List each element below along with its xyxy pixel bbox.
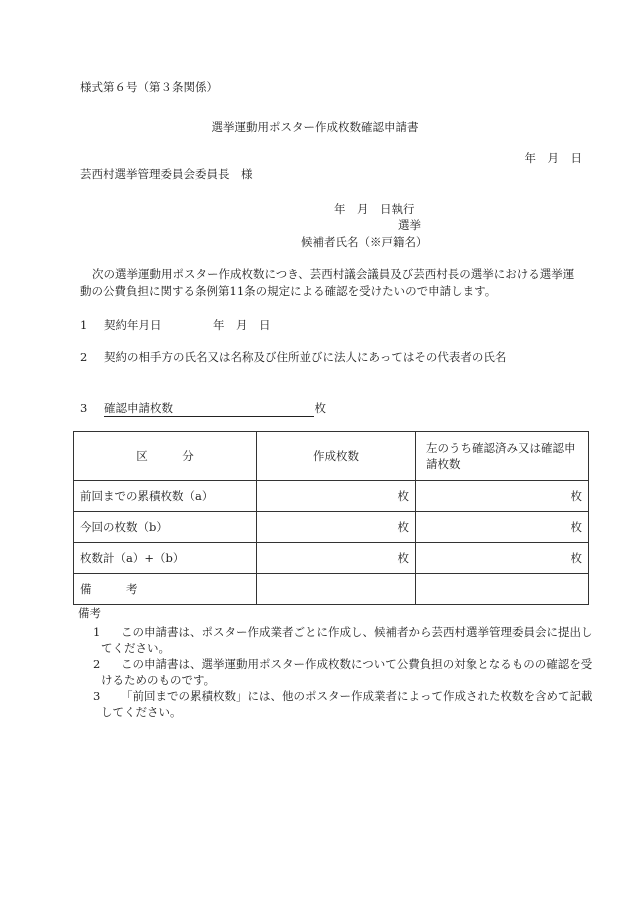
item1-date: 年 月 日	[213, 318, 271, 332]
row-label: 今回の枚数（b）	[74, 512, 257, 543]
item2-label: 契約の相手方の氏名又は名称及び住所並びに法人にあってはその代表者の氏名	[104, 350, 507, 364]
row-label: 前回までの累積枚数（a）	[74, 481, 257, 512]
row-produced-cell[interactable]: 枚	[257, 512, 416, 543]
candidate-name-label: 候補者氏名（※戸籍名）	[301, 235, 428, 249]
item3-field	[104, 401, 326, 417]
table-row	[74, 574, 589, 605]
remark-note-2	[81, 656, 601, 688]
table-row	[74, 512, 589, 543]
table-header-confirmed: 左のうち確認済み又は確認申請枚数	[416, 432, 589, 481]
document-title: 選挙運動用ポスター作成枚数確認申請書	[211, 120, 419, 134]
remark-2-number: 2	[93, 657, 101, 671]
row-confirmed-cell[interactable]: 枚	[416, 481, 589, 512]
row-confirmed-cell[interactable]: 枚	[416, 512, 589, 543]
table-header-row	[74, 432, 589, 481]
body-paragraph: 次の選挙運動用ポスター作成枚数につき、芸西村議会議員及び芸西村長の選挙における選挙運動の公費負担に関する条例第11条の規定による確認を受けたいので申請します。	[80, 267, 575, 298]
item3-unit: 枚	[314, 401, 326, 415]
row-produced-cell[interactable]: 枚	[257, 543, 416, 574]
table-header-produced: 作成枚数	[257, 432, 416, 481]
remark-note-1	[81, 624, 601, 656]
row-label-remarks: 備 考	[74, 574, 257, 605]
remark-1-text: この申請書は、ポスター作成業者ごとに作成し、候補者から芸西村選挙管理委員会に提出してください。	[101, 625, 593, 655]
row-produced-cell[interactable]: 枚	[257, 481, 416, 512]
form-number: 様式第６号（第３条関係）	[80, 80, 218, 94]
election-name: 選挙	[398, 218, 421, 232]
item3-number: 3	[80, 401, 88, 415]
row-remarks-cell-2[interactable]	[416, 574, 589, 605]
item1-number: 1	[80, 318, 88, 332]
item2-number: 2	[80, 350, 88, 364]
row-remarks-cell[interactable]	[257, 574, 416, 605]
remark-3-number: 3	[93, 689, 101, 703]
remark-note-3	[81, 688, 601, 720]
table-row	[74, 481, 589, 512]
remarks-heading: 備考	[78, 606, 101, 620]
item1-label: 契約年月日	[104, 318, 162, 332]
row-confirmed-cell[interactable]: 枚	[416, 543, 589, 574]
remark-1-number: 1	[93, 625, 101, 639]
table-header-category: 区 分	[74, 432, 257, 481]
row-label: 枚数計（a）+（b）	[74, 543, 257, 574]
poster-count-table	[73, 431, 589, 605]
remark-3-text: 「前回までの累積枚数」には、他のポスター作成業者によって作成された枚数を含めて記載してください。	[101, 689, 593, 719]
addressee: 芸西村選挙管理委員会委員長 様	[80, 167, 253, 181]
table-row	[74, 543, 589, 574]
remark-2-text: この申請書は、選挙運動用ポスター作成枚数について公費負担の対象となるものの確認を受けるためのものです。	[101, 657, 593, 687]
election-date: 年 月 日執行	[334, 202, 415, 216]
item3-label: 確認申請枚数	[104, 401, 173, 415]
application-date: 年 月 日	[524, 151, 582, 165]
